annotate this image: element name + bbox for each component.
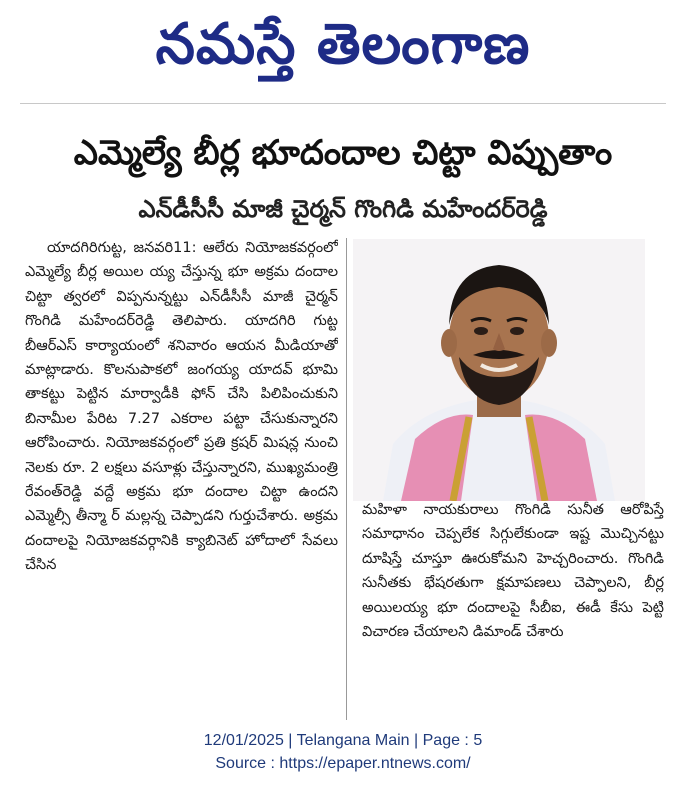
column-divider — [346, 238, 347, 720]
article-body-right: మహిళా నాయకురాలు గొంగిడి సునీత ఆరోపిస్తే సమాధానం చెప్పలేక సిగ్గులేకుండా ఇష్ట మొచ్చినట్టు దూషిస్తే చూస్తూ ఊరుకోమని హెచ్చరించారు. గొంగిడి సునీతకు భేషరతుగా క్షమాపణలు చెప్పాలని, బీర్ల అయిలయ్య భూ దందాలపై సీబీఐ, ఈడీ కేసు పెట్టి విచారణ చేయాలని డిమాండ్ చేశారు — [362, 502, 664, 641]
newspaper-masthead: నమస్తే తెలంగాణ — [155, 11, 531, 77]
article-headline: ఎమ్మెల్యే బీర్ల భూదందాల చిట్టా విప్పుతాం — [73, 133, 613, 173]
footer-edition-info: 12/01/2025 | Telangana Main | Page : 5 — [203, 732, 483, 749]
article-subheadline: ఎన్‌డీసీసీ మాజీ చైర్మన్ గొంగిడి మహేందర్‌రెడ్డి — [138, 195, 548, 223]
masthead-divider — [20, 103, 666, 104]
footer-source: Source : https://epaper.ntnews.com/ — [215, 755, 471, 772]
article-right-column — [362, 498, 664, 698]
person-photo — [353, 239, 645, 501]
article-body-left: యాదగిరిగుట్ట, జనవరి11: ఆలేరు నియోజకవర్గంలో ఎమ్మెల్యే బీర్ల అయిల య్య చేస్తున్న భూ అక్రమ దందాల చిట్టా త్వరలో విప్పనున్నట్టు ఎన్‌డీసీసీ మాజీ చైర్మన్ గొంగిడి మహేందర్‌రెడ్డి తెలిపారు. యాదగిరి గుట్ట బీఆర్‌ఎస్ కార్యాయంలో శనివారం ఆయన మీడియాతో మాట్లాడారు. కొలనుపాకలో జంగయ్య యాదవ్ భూమి తాకట్టు పెట్టిన మార్వాడీకి ఫోన్ చేసి పిలిపించుకుని బినామీల పేరిట 7.27 ఎకరాల పట్టా చేసుకున్నారని ఆరోపించారు. నియోజకవర్గంలో ప్రతి క్రషర్ మిషన్ల నుంచి నెలకు రూ. 2 లక్షలు వసూళ్లు చేస్తున్నారని, ముఖ్యమంత్రి రేవంత్‌రెడ్డి వద్దే అక్రమ భూ దందాల చిట్టా ఉందని ఎమ్మెల్సీ తీన్మా ర్ మల్లన్న చెప్పాడని గుర్తుచేశారు. అక్రమ దందాలపై నియోజకవర్గానికి క్యాబినెట్ హోదాలో సేవలు చేసిన — [25, 240, 338, 574]
article-left-column — [25, 236, 338, 720]
